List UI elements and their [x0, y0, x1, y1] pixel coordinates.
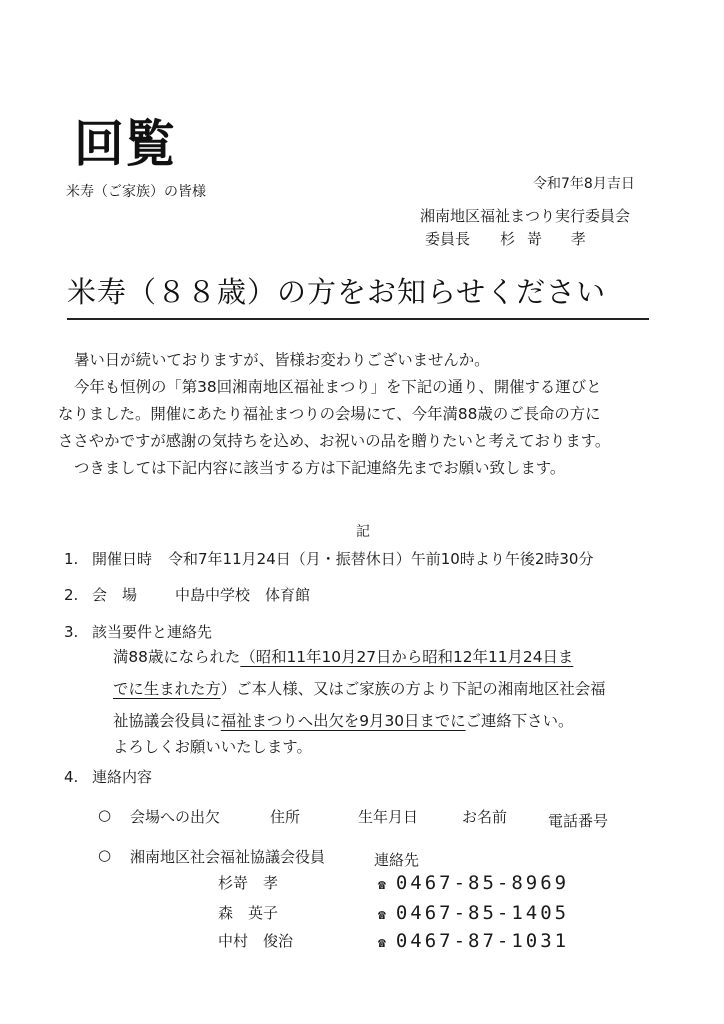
phone-number: 0467-85-8969: [395, 872, 570, 894]
chair-name: 杉嵜 孝: [500, 230, 598, 248]
officer-phone: [378, 872, 569, 894]
text: 祉協議会役員に: [113, 712, 221, 730]
body-line: つきましては下記内容に該当する方は下記連絡先までお願い致します。: [74, 459, 566, 477]
item-number: 4.: [64, 768, 79, 786]
text: ご連絡下さい。: [465, 712, 574, 730]
ki-heading: 記: [356, 524, 370, 540]
body-line: なりました。開催にあたり福祉まつりの会場にて、今年満88歳のご長命の方に: [58, 405, 601, 423]
item-label: 該当要件と連絡先: [92, 623, 213, 641]
chair-title: 委員長: [425, 230, 471, 248]
organization-name: 湘南地区福祉まつり実行委員会: [420, 207, 631, 225]
item-3-body: [113, 644, 606, 760]
addressee: 米寿（ご家族）の皆様: [66, 184, 206, 200]
item-3: [64, 621, 212, 642]
officer-phone: [378, 902, 569, 924]
body-line: 暑い日が続いておりますが、皆様お変わりございませんか。: [74, 351, 490, 369]
item-number: 2.: [64, 586, 79, 604]
item-label: 会 場: [92, 586, 138, 604]
headline: 米寿（８８歳）の方をお知らせください: [67, 275, 607, 309]
phone-icon: ☎: [378, 936, 386, 951]
circular-title: 回覧: [74, 115, 176, 173]
body-line: 今年も恒例の「第38回湘南地区福祉まつり」を下記の通り、開催する運びと: [74, 378, 602, 396]
issue-date: 令和7年8月吉日: [533, 176, 635, 192]
item-3-line: [113, 644, 606, 670]
bullet-circle: ○: [98, 806, 112, 824]
officer-name: 森 英子: [218, 904, 279, 922]
contents-address: 住所: [270, 808, 301, 826]
item-2: [64, 584, 310, 605]
headline-underline: [67, 318, 649, 320]
item-3-line: [113, 676, 606, 702]
contents-attendance: 会場への出欠: [130, 808, 221, 826]
contents-name: お名前: [462, 808, 508, 826]
officer-phone: [378, 930, 569, 952]
contents-phone: 電話番号: [548, 812, 609, 830]
underlined-text: （昭和11年10月27日から昭和12年11月24日ま: [240, 648, 574, 666]
item-value: 令和7年11月24日（月・振替休日）午前10時より午後2時30分: [168, 550, 594, 568]
officers-contact: 連絡先: [374, 851, 420, 869]
underlined-text: でに生まれた方: [113, 680, 221, 698]
item-3-line: [113, 708, 606, 734]
item-1: [64, 548, 593, 569]
item-4: [64, 766, 152, 787]
item-number: 1.: [64, 550, 79, 568]
officer-name: 杉嵜 孝: [218, 874, 279, 892]
phone-number: 0467-85-1405: [395, 902, 570, 924]
text: 満88歳になられた: [113, 648, 241, 666]
body-line: ささやかですが感謝の気持ちを込め、お祝いの品を贈りたいと考えております。: [58, 432, 611, 450]
phone-icon: ☎: [378, 878, 386, 893]
phone-number: 0467-87-1031: [395, 930, 570, 952]
officers-label: 湘南地区社会福祉協議会役員: [130, 848, 326, 866]
chair-line: [425, 228, 598, 249]
item-number: 3.: [64, 623, 79, 641]
contents-birthdate: 生年月日: [358, 808, 419, 826]
item-value: 中島中学校 体育館: [175, 586, 311, 604]
item-3-line: よろしくお願いいたします。: [113, 738, 312, 756]
bullet-circle: ○: [98, 846, 112, 864]
phone-icon: ☎: [378, 908, 386, 923]
item-label: 開催日時: [92, 550, 153, 568]
body-paragraph: [58, 347, 698, 482]
officer-name: 中村 俊治: [218, 932, 294, 950]
underlined-text: 福祉まつりへ出欠を9月30日までに: [220, 712, 466, 730]
item-label: 連絡内容: [92, 768, 153, 786]
text: ）ご本人様、又はご家族の方より下記の湘南地区社会福: [220, 680, 606, 698]
